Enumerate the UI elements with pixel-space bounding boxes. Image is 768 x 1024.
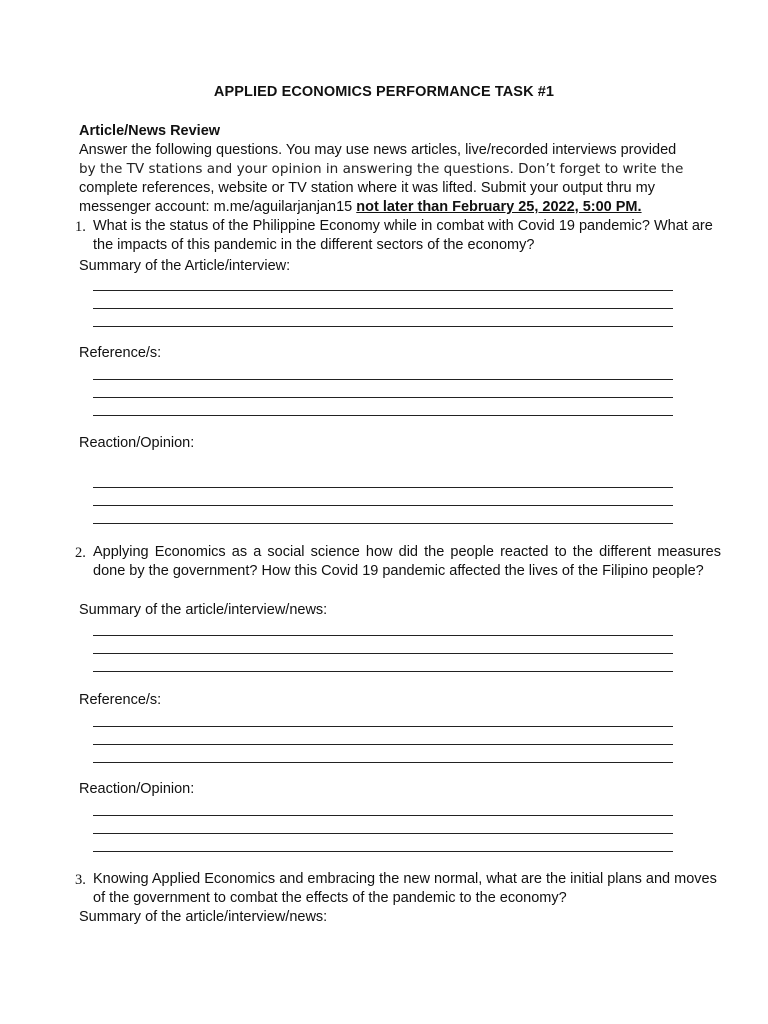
instructions-line-3: complete references, website or TV station where it was lifted. Submit your output thru my [79, 180, 655, 196]
question-1-summary-label: Summary of the Article/interview: [79, 258, 291, 274]
answer-line[interactable] [93, 671, 673, 672]
answer-line[interactable] [93, 762, 673, 763]
answer-line[interactable] [93, 379, 673, 380]
answer-line[interactable] [93, 635, 673, 636]
answer-line[interactable] [93, 415, 673, 416]
question-1-reference-label: Reference/s: [79, 345, 162, 361]
question-2-summary-label: Summary of the article/interview/news: [79, 602, 328, 618]
question-1-text: What is the status of the Philippine Economy while in combat with Covid 19 pandemic? What are the impacts of this pandemic in the different sectors of the economy? [93, 218, 713, 253]
question-1-number: 1. [75, 219, 86, 235]
answer-line[interactable] [93, 744, 673, 745]
answer-line[interactable] [93, 397, 673, 398]
question-3-summary-label: Summary of the article/interview/news: [79, 909, 328, 925]
section-heading: Article/News Review [79, 123, 221, 139]
question-2-number: 2. [75, 545, 86, 561]
answer-line[interactable] [93, 487, 673, 488]
answer-line[interactable] [93, 815, 673, 816]
page-title: APPLIED ECONOMICS PERFORMANCE TASK #1 [213, 84, 555, 100]
question-2-reference-label: Reference/s: [79, 692, 162, 708]
question-3-number: 3. [75, 872, 86, 888]
answer-line[interactable] [93, 290, 673, 291]
answer-line[interactable] [93, 505, 673, 506]
answer-line[interactable] [93, 326, 673, 327]
answer-line[interactable] [93, 726, 673, 727]
instructions-line-2: by the TV stations and your opinion in answering the questions. Don’t forget to write the [79, 161, 684, 177]
instructions-line-4 [79, 198, 642, 217]
answer-line[interactable] [93, 653, 673, 654]
answer-line[interactable] [93, 851, 673, 852]
instructions-line-1: Answer the following questions. You may use news articles, live/recorded interviews provided [79, 142, 677, 158]
question-1-reaction-label: Reaction/Opinion: [79, 435, 195, 451]
deadline-text: not later than February 25, 2022, 5:00 PM. [356, 199, 642, 215]
question-3-text: Knowing Applied Economics and embracing the new normal, what are the initial plans and moves of the government to combat the effects of the pandemic to the economy? [93, 871, 717, 906]
question-2-text: Applying Economics as a social science how did the people reacted to the different measures done by the government? How this Covid 19 pandemic affected the lives of the Filipino people? [93, 544, 721, 579]
answer-line[interactable] [93, 833, 673, 834]
question-2-reaction-label: Reaction/Opinion: [79, 781, 195, 797]
answer-line[interactable] [93, 523, 673, 524]
answer-line[interactable] [93, 308, 673, 309]
messenger-account: messenger account: m.me/aguilarjanjan15 [79, 199, 353, 215]
